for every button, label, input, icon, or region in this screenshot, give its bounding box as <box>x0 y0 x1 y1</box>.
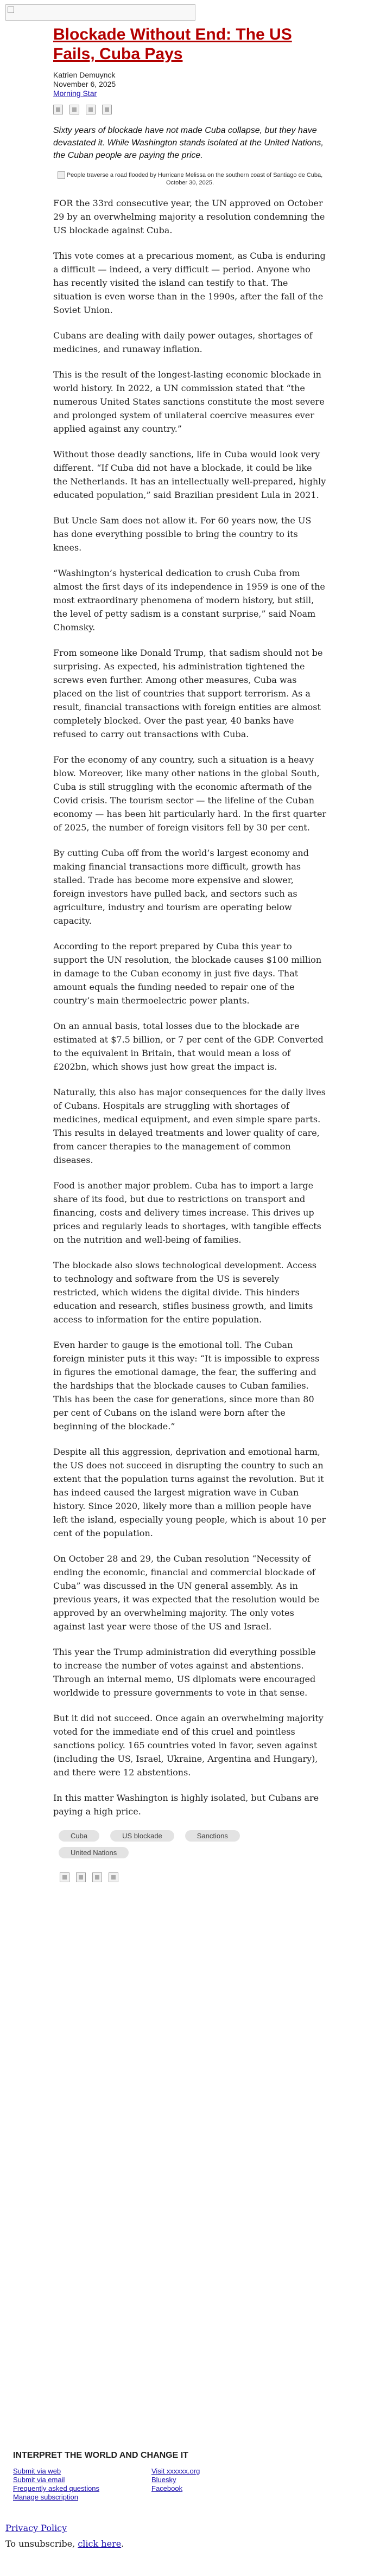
print-icon[interactable] <box>102 105 112 114</box>
privacy-policy-link[interactable]: Privacy Policy <box>5 2523 67 2533</box>
unsubscribe-text: To unsubscribe, <box>5 2539 75 2549</box>
paragraph: From someone like Donald Trump, that sadism should not be surprising. As expected, his administration tightened the screws even further. Among other measures, Cuba was placed on the list of countries that support terrorism. As a result, financial transactions with foreign entities are almost completely blocked. Over the past year, 40 banks have refused to carry out transactions with Cuba. <box>53 648 323 739</box>
facebook-link[interactable]: Facebook <box>151 2484 183 2492</box>
paragraph: On an annual basis, total losses due to the blockade are estimated at $7.5 billion, or 7 per cent of the GDP. Converted to the equivalent in Britain, that would mean a loss of £202bn, which shows just how great the impact is. <box>53 1021 324 1072</box>
facebook-icon[interactable] <box>53 105 63 114</box>
email-icon[interactable] <box>86 105 96 114</box>
broken-image-icon <box>58 171 65 179</box>
manage-subscription-link[interactable]: Manage subscription <box>13 2493 78 2501</box>
footer-links <box>13 2467 317 2502</box>
newsletter-footer <box>13 2451 317 2502</box>
paragraph: According to the report prepared by Cuba this year to support the UN resolution, the blockade causes $100 million in damage to the Cuban economy in just five days. That amount equals the funding needed to repair one of the country’s main thermoelectric power plants. <box>53 941 322 1006</box>
paragraph: Even harder to gauge is the emotional toll. The Cuban foreign minister puts it this way: “It is impossible to express in figures the emotional damage, the fear, the suffering and the hardships that the blockade causes to Cuban families. This has been the case for generations, since more than 80 per cent of Cubans on the island were born after the beginning of the blockade.” <box>53 1340 320 1431</box>
email-legal <box>5 2523 124 2554</box>
broken-image-icon <box>8 7 14 13</box>
paragraph: This year the Trump administration did everything possible to increase the number of votes against and abstentions. Through an internal memo, US diplomats were encouraged worldwide to pressure governments to vote in that sense. <box>53 1647 316 1698</box>
paragraph: In this matter Washington is highly isolated, but Cubans are paying a high price. <box>53 1793 319 1817</box>
twitter-icon[interactable] <box>69 105 79 114</box>
bluesky-link[interactable]: Bluesky <box>151 2476 176 2484</box>
share-icons-top <box>53 104 327 116</box>
article-meta <box>53 71 327 98</box>
paragraph: FOR the 33rd consecutive year, the UN approved on October 29 by an overwhelming majority a resolution condemning the US blockade against Cuba. <box>53 198 325 235</box>
unsubscribe-link[interactable]: click here <box>78 2539 122 2549</box>
visit-site-link[interactable]: Visit xxxxxx.org <box>151 2467 200 2475</box>
paragraph: The blockade also slows technological development. Access to technology and software from the US is severely restricted, which widens the digital divide. This hinders education and research, stifles business growth, and limits access to information for the entire population. <box>53 1260 317 1325</box>
header-banner-image <box>5 4 195 21</box>
paragraph: Food is another major problem. Cuba has to import a large share of its food, but due to restrictions on transport and financing, costs and delivery times increase. This drives up prices and regularly leads to shortages, with tangible effects on the nutrition and well-being of families. <box>53 1180 321 1245</box>
submit-email-link[interactable]: Submit via email <box>13 2476 65 2484</box>
paragraph: This vote comes at a precarious moment, as Cuba is enduring a difficult — indeed, a very difficult — period. Anyone who has recently visited the island can testify to that. The situation is even worse than in the 1990s, after the fall of the Soviet Union. <box>53 251 326 315</box>
paragraph: But it did not succeed. Once again an overwhelming majority voted for the immediate end of this cruel and pointless sanctions policy. 165 countries voted in favor, seven against (including the US, Israel, Ukraine, Argentina and Hungary), and there were 12 abstentions. <box>53 1713 324 1778</box>
tag-list <box>53 1830 327 1864</box>
article-figure <box>53 171 327 187</box>
footer-heading: INTERPRET THE WORLD AND CHANGE IT <box>13 2451 188 2460</box>
tag-united-nations[interactable]: United Nations <box>59 1847 129 1858</box>
tag-sanctions[interactable]: Sanctions <box>185 1830 240 1842</box>
paragraph: But Uncle Sam does not allow it. For 60 years now, the US has done everything possible to bring the country to its knees. <box>53 515 312 553</box>
image-caption: People traverse a road flooded by Hurricane Melissa on the southern coast of Santiago de Cuba, October 30, 2025. <box>66 172 323 186</box>
share-icons-bottom <box>53 1871 327 1882</box>
print-icon[interactable] <box>109 1872 118 1882</box>
faq-link[interactable]: Frequently asked questions <box>13 2484 99 2492</box>
paragraph: This is the result of the longest-lasting economic blockade in world history. In 2022, a UN commission stated that “the numerous United States sanctions constitute the most severe and prolonged system of unilateral coercive measures ever applied against any country.” <box>53 369 325 434</box>
email-icon[interactable] <box>92 1872 102 1882</box>
article-card <box>48 21 332 2494</box>
facebook-icon[interactable] <box>60 1872 69 1882</box>
footer-links-left <box>13 2467 151 2502</box>
tag-us-blockade[interactable]: US blockade <box>110 1830 174 1842</box>
paragraph: Cubans are dealing with daily power outages, shortages of medicines, and runaway inflation. <box>53 330 313 354</box>
paragraph: By cutting Cuba off from the world’s largest economy and making financial transactions more difficult, growth has stalled. Trade has become more expensive and slower, foreign investors have pulled back, and sectors such as agriculture, industry and tourism are operating below capacity. <box>53 848 309 926</box>
submit-web-link[interactable]: Submit via web <box>13 2467 61 2475</box>
standfirst: Sixty years of blockade have not made Cuba collapse, but they have devastated it. While Washington stands isolated at the United Nations, the Cuban people are paying the price. <box>53 126 324 160</box>
paragraph: For the economy of any country, such a situation is a heavy blow. Moreover, like many other nations in the global South, Cuba is still struggling with the economic aftermath of the Covid crisis. The tourism sector — the lifeline of the Cuban economy — has been hit particularly hard. In the first quarter of 2025, the number of foreign visitors fell by 30 per cent. <box>53 755 327 833</box>
paragraph: Naturally, this also has major consequences for the daily lives of Cubans. Hospitals are struggling with shortages of medicines, medical equipment, and even simple spare parts. This results in delayed treatments and lower quality of care, from cancer therapies to the management of common diseases. <box>53 1087 326 1165</box>
unsubscribe-line: To unsubscribe, click here. <box>5 2539 124 2549</box>
date: November 6, 2025 <box>53 80 116 88</box>
paragraph: Despite all this aggression, deprivation and emotional harm, the US does not succeed in disrupting the country to such an extent that the population turns against the revolution. But it has indeed caused the largest migration wave in Cuban history. Since 2020, likely more than a million people have left the island, especially young people, which is about 10 per cent of the population. <box>53 1447 326 1538</box>
paragraph: “Washington’s hysterical dedication to crush Cuba from almost the first days of its independence in 1959 is one of the most extraordinary phenomena of modern history, but still, the level of petty sadism is a constant surprise,” said Noam Chomsky. <box>53 568 325 632</box>
paragraph: On October 28 and 29, the Cuban resolution “Necessity of ending the economic, financial and commercial blockade of Cuba” was discussed in the UN general assembly. As in previous years, it was expected that the resolution would be approved by an overwhelming majority. The only votes against last year were those of the US and Israel. <box>53 1554 320 1632</box>
paragraph: Without those deadly sanctions, life in Cuba would look very different. “If Cuba did not have a blockade, it could be like the Netherlands. It has an intellectually well-prepared, highly educated population,” said Brazilian president Lula in 2021. <box>53 449 326 500</box>
tag-cuba[interactable]: Cuba <box>59 1830 99 1842</box>
article-body <box>53 196 327 1818</box>
footer-links-right <box>151 2467 290 2502</box>
article-title[interactable]: Blockade Without End: The US Fails, Cuba Pays <box>53 25 292 63</box>
author: Katrien Demuynck <box>53 71 116 79</box>
twitter-icon[interactable] <box>76 1872 86 1882</box>
source-link[interactable]: Morning Star <box>53 89 97 98</box>
